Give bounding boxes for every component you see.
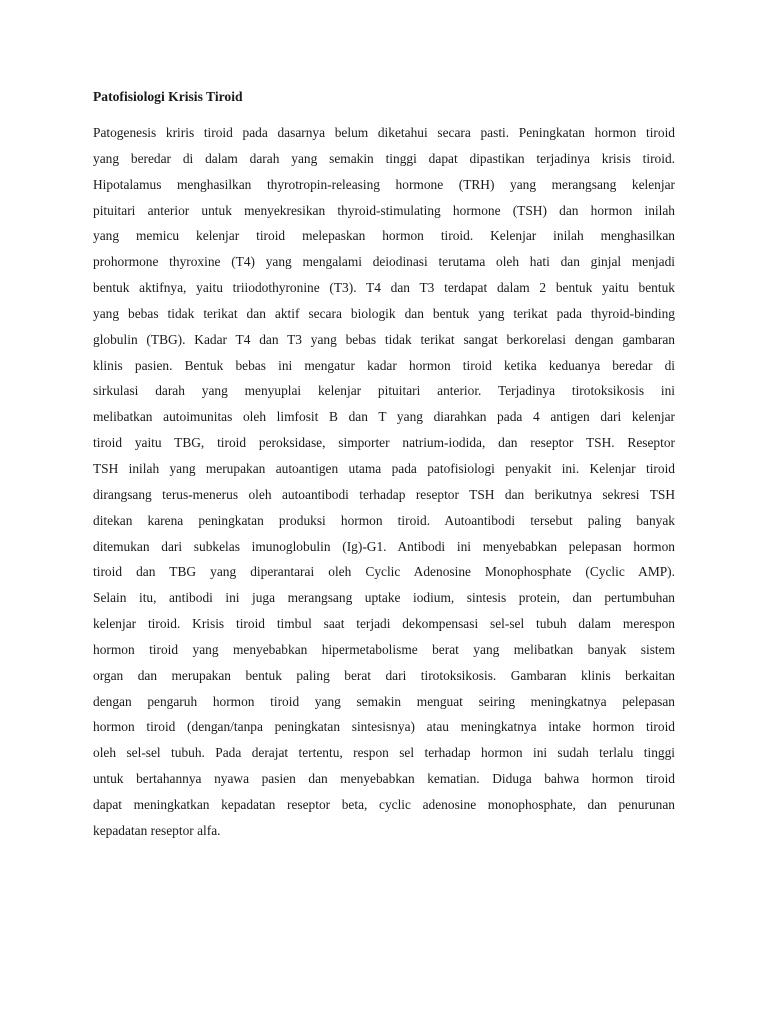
text-line: ditemukan dari subkelas imunoglobulin (Ig)-G1. Antibodi ini menyebabkan pelepasan hormon — [93, 538, 675, 554]
text-line: kelenjar tiroid. Krisis tiroid timbul saat terjadi dekompensasi sel-sel tubuh dalam merespon — [93, 616, 675, 632]
text-line: TSH inilah yang merupakan autoantigen utama pada patofisiologi penyakit ini. Kelenjar tiroid — [93, 460, 675, 476]
text-line: tiroid dan TBG yang diperantarai oleh Cyclic Adenosine Monophosphate (Cyclic AMP). — [93, 564, 675, 580]
text-line: sirkulasi darah yang menyuplai kelenjar pituitari anterior. Terjadinya tirotoksikosis ini — [93, 383, 675, 399]
text-line: dengan pengaruh hormon tiroid yang semakin menguat seiring meningkatnya pelepasan — [93, 693, 675, 709]
text-line: klinis pasien. Bentuk bebas ini mengatur kadar hormon tiroid ketika keduanya beredar di — [93, 357, 675, 373]
text-line: organ dan merupakan bentuk paling berat dari tirotoksikosis. Gambaran klinis berkaitan — [93, 667, 675, 683]
text-line: prohormone thyroxine (T4) yang mengalami deiodinasi terutama oleh hati dan ginjal menjadi — [93, 254, 675, 270]
text-line: pituitari anterior untuk menyekresikan thyroid-stimulating hormone (TSH) dan hormon inilah — [93, 202, 675, 218]
text-line: hormon tiroid (dengan/tanpa peningkatan sintesisnya) atau meningkatnya intake hormon tiroid — [93, 719, 675, 735]
text-line: dirangsang terus-menerus oleh autoantibodi terhadap reseptor TSH dan berikutnya sekresi TSH — [93, 486, 675, 502]
document-content — [93, 88, 675, 844]
text-line: bentuk aktifnya, yaitu triiodothyronine (T3). T4 dan T3 terdapat dalam 2 bentuk yaitu bentuk — [93, 280, 675, 296]
text-line: untuk bertahannya nyawa pasien dan menyebabkan kematian. Diduga bahwa hormon tiroid — [93, 771, 675, 787]
document-title: Patofisiologi Krisis Tiroid — [93, 89, 243, 104]
text-line: tiroid yaitu TBG, tiroid peroksidase, simporter natrium-iodida, dan reseptor TSH. Reseptor — [93, 435, 675, 451]
text-line: ditekan karena peningkatan produksi hormon tiroid. Autoantibodi tersebut paling banyak — [93, 512, 675, 528]
body-paragraph — [93, 120, 675, 844]
text-line: yang bebas tidak terikat dan aktif secara biologik dan bentuk yang terikat pada thyroid-binding — [93, 305, 675, 321]
text-line-last: kepadatan reseptor alfa. — [93, 822, 221, 838]
text-line: globulin (TBG). Kadar T4 dan T3 yang bebas tidak terikat sangat berkorelasi dengan gambaran — [93, 331, 675, 347]
text-line: hormon tiroid yang menyebabkan hipermetabolisme berat yang melibatkan banyak sistem — [93, 641, 675, 657]
text-line: yang memicu kelenjar tiroid melepaskan hormon tiroid. Kelenjar inilah menghasilkan — [93, 228, 675, 244]
text-line: Patogenesis kriris tiroid pada dasarnya belum diketahui secara pasti. Peningkatan hormon tiroid — [93, 125, 675, 140]
text-line: yang beredar di dalam darah yang semakin tinggi dapat dipastikan terjadinya krisis tiroid. — [93, 150, 675, 166]
text-line: Selain itu, antibodi ini juga merangsang uptake iodium, sintesis protein, dan pertumbuhan — [93, 590, 675, 606]
text-line: dapat meningkatkan kepadatan reseptor beta, cyclic adenosine monophosphate, dan penurunan — [93, 796, 675, 812]
text-line: oleh sel-sel tubuh. Pada derajat tertentu, respon sel terhadap hormon ini sudah terlalu tinggi — [93, 745, 675, 761]
text-line: Hipotalamus menghasilkan thyrotropin-releasing hormone (TRH) yang merangsang kelenjar — [93, 176, 675, 192]
text-line: melibatkan autoimunitas oleh limfosit B dan T yang diarahkan pada 4 antigen dari kelenjar — [93, 409, 675, 425]
